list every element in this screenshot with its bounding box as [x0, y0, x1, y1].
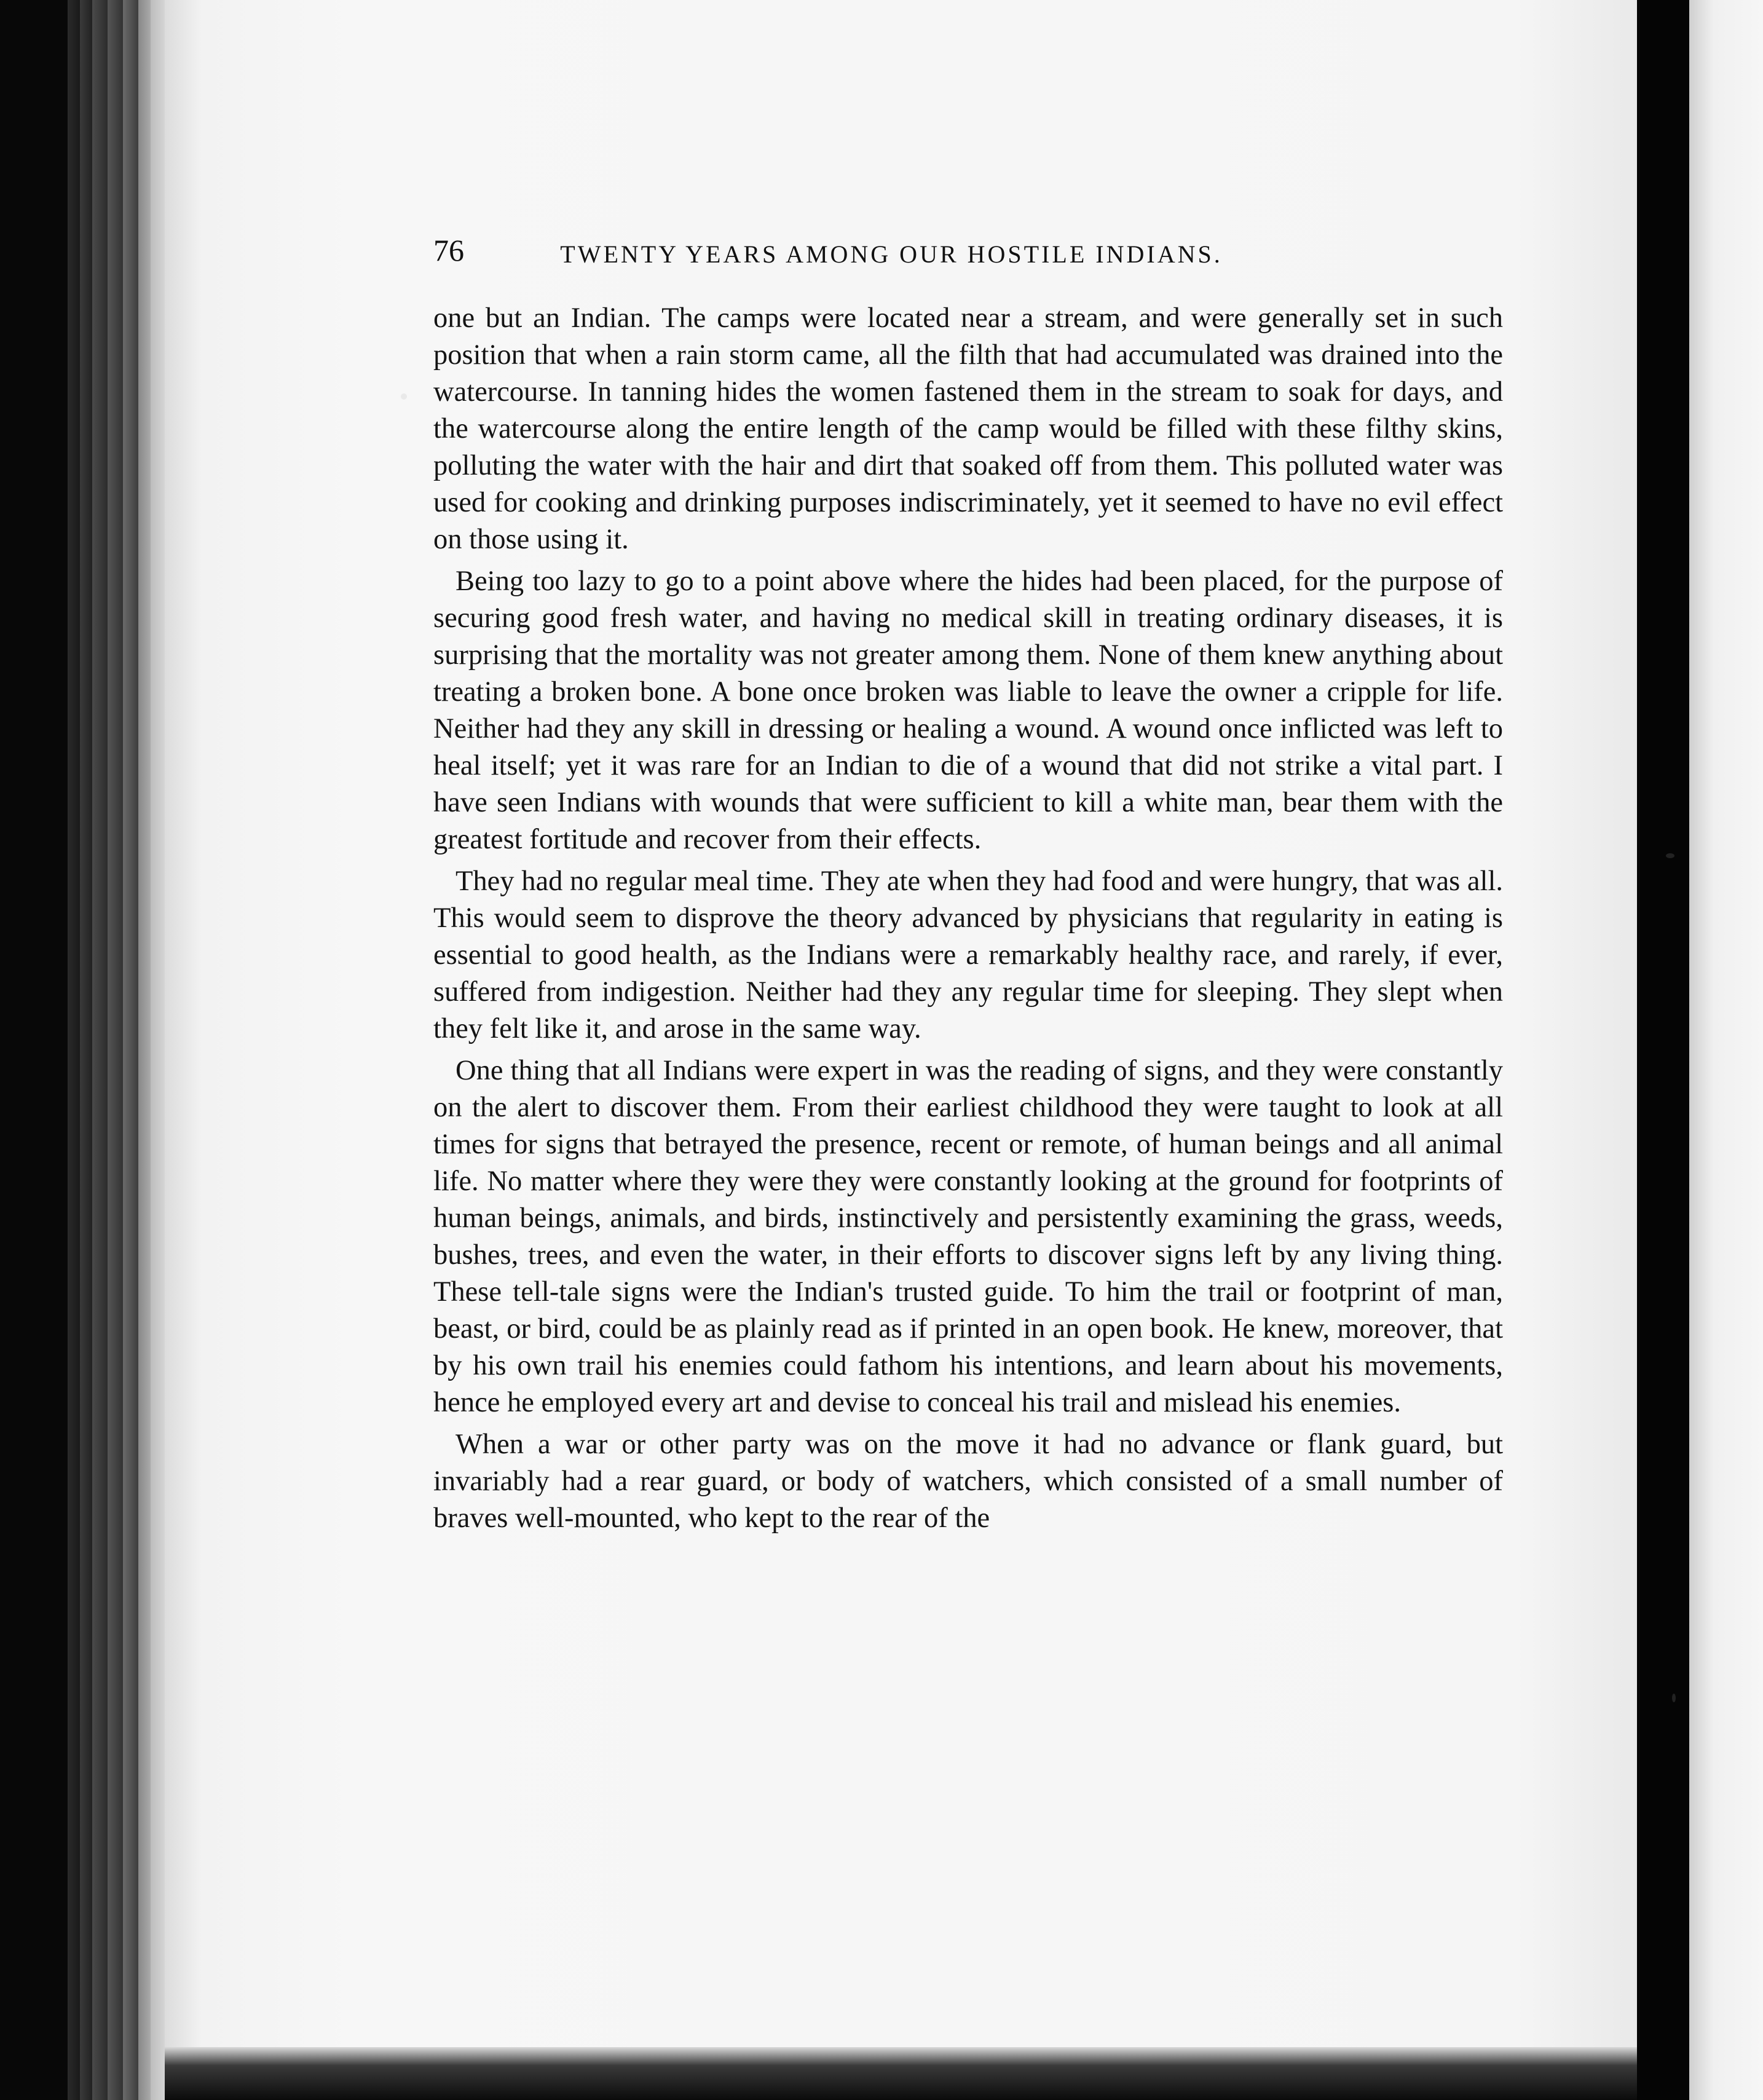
- paragraph: They had no regular meal time. They ate when they had food and were hungry, that was all. This would seem to disprove the theory advanced by physicians that regularity in eating is essential to good health, as the Indians were a remarkably healthy race, and rarely, if ever, suffered from indigestion. Neither had they any regular time for sleeping. They slept when they felt like it, and arose in the same way.: [433, 866, 1503, 1044]
- paragraph: When a war or other party was on the move it had no advance or flank guard, but invariably had a rear guard, or body of watchers, which consisted of a small number of braves well-mounted, who kept to the rear of the: [433, 1429, 1503, 1534]
- body-text: [433, 300, 1503, 1537]
- paragraph: Being too lazy to go to a point above where the hides had been placed, for the purpose of securing good fresh water, and having no medical skill in treating ordinary diseases, it is surprising that the mortality was not greater among them. None of them knew anything about treating a broken bone. A bone once broken was liable to leave the owner a cripple for life. Neither had they any skill in dressing or healing a wound. A wound once inflicted was left to heal itself; yet it was rare for an Indian to die of a wound that did not strike a vital part. I have seen Indians with wounds that were sufficient to kill a white man, bear them with the greatest fortitude and recover from their effects.: [433, 566, 1503, 855]
- page-bottom-shadow: [165, 2047, 1637, 2100]
- scan-speck: [1666, 853, 1674, 858]
- page-number: 76: [433, 233, 464, 267]
- page-gutter: [1637, 0, 1689, 2100]
- facing-page-edge: [1689, 0, 1763, 2100]
- running-head: TWENTY YEARS AMONG OUR HOSTILE INDIANS.: [560, 240, 1223, 268]
- scan-speck: [401, 393, 407, 400]
- scan-speck: [1672, 1694, 1676, 1702]
- paragraph: one but an Indian. The camps were located near a stream, and were generally set in such position that when a rain storm came, all the filth that had accumulated was drained into the watercourse. In tanning hides the women fastened them in the stream to soak for days, and the watercourse along the entire length of the camp would be filled with these filthy skins, polluting the water with the hair and dirt that soaked off from them. This polluted water was used for cooking and drinking purposes indiscriminately, yet it seemed to have no evil effect on those using it.: [433, 302, 1503, 555]
- book-binding-edge: [0, 0, 166, 2100]
- paragraph: One thing that all Indians were expert in was the reading of signs, and they were constantly on the alert to discover them. From their earliest childhood they were taught to look at all times for signs that betrayed the presence, recent or remote, of human beings and all animal life. No matter where they were they were constantly looking at the ground for footprints of human beings, animals, and birds, instinctively and persistently examining the grass, weeds, bushes, trees, and even the water, in their efforts to discover signs left by any living thing. These tell-tale signs were the Indian's trusted guide. To him the trail or footprint of man, beast, or bird, could be as plainly read as if printed in an open book. He knew, moreover, that by his own trail his enemies could fathom his intentions, and learn about his movements, hence he employed every art and devise to conceal his trail and mislead his enemies.: [433, 1055, 1503, 1418]
